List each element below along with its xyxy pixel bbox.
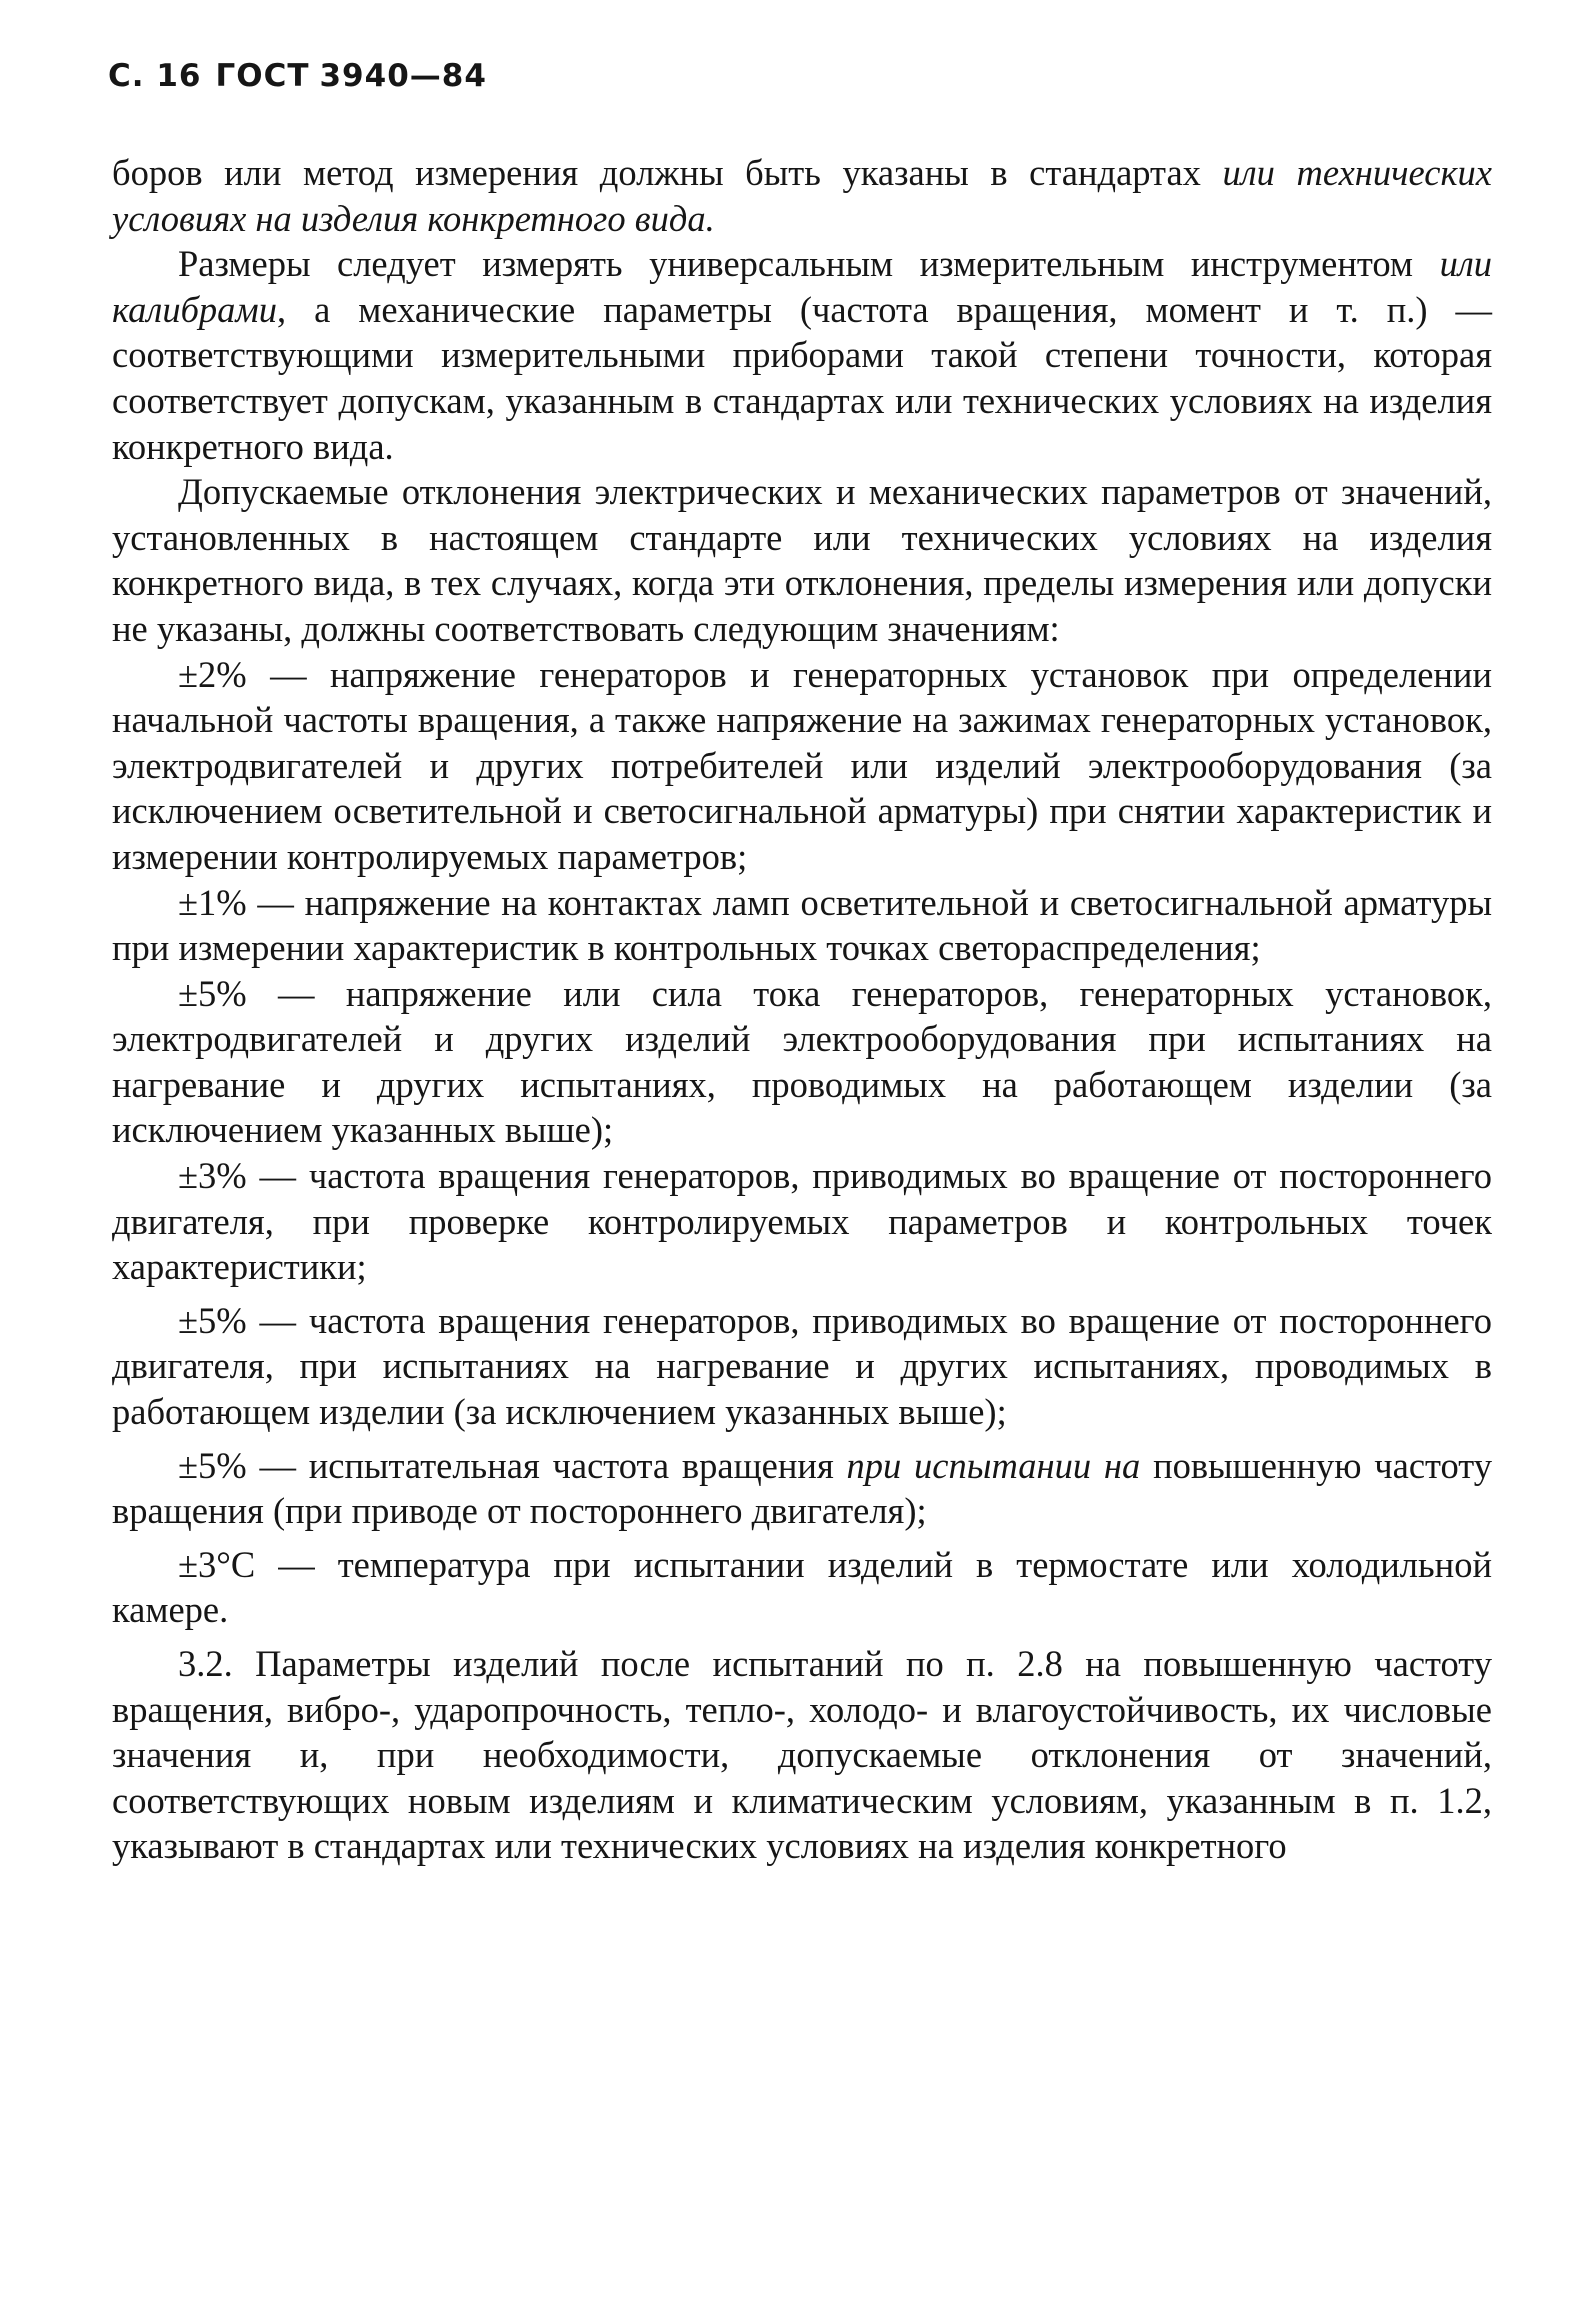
- standard-number: 3940—84: [319, 58, 487, 94]
- tolerance-text: — напряжение на контактах ламп осветительной и светосигнальной арматуры при измерении характеристик в контрольных точках светораспределения;: [112, 881, 1492, 969]
- tolerance-text-italic: при испытании на: [846, 1444, 1141, 1486]
- tolerance-item: [112, 1153, 1492, 1290]
- text-run: боров или метод измерения должны быть указаны в стандартах: [112, 152, 1223, 193]
- tolerance-text: — частота вращения генераторов, приводимых во вращение от постороннего двигателя, при проверке контролируемых параметров и контрольных точек характеристики;: [112, 1155, 1492, 1288]
- tolerance-text: — испытательная частота вращения: [246, 1444, 847, 1486]
- tolerance-value: ±5%: [178, 1299, 247, 1341]
- tolerance-text: — напряжение генераторов и генераторных установок при определении начальной частоты вращения, а также напряжение на зажимах генераторных установок, электродвигателей и других потребителей или изделий электрооборудования (за исключением осветительной и светосигнальной арматуры) при снятии характеристик и измерении контролируемых параметров;: [112, 653, 1492, 877]
- body-text: [112, 150, 1492, 1869]
- tolerance-text: — напряжение или сила тока генераторов, генераторных установок, электродвигателей и других изделий электрооборудования при испытаниях на нагревание и других испытаниях, проводимых на работающем изделии (за исключением указанных выше);: [112, 972, 1492, 1151]
- tolerance-value: ±1%: [178, 881, 247, 923]
- paragraph-measurement-tools: [112, 241, 1492, 469]
- tolerance-value: ±5%: [178, 1444, 247, 1486]
- page-header: [108, 58, 487, 94]
- tolerance-item: [112, 1542, 1492, 1633]
- text-run-italic: или калибрами: [112, 243, 1492, 330]
- tolerance-value: ±3%: [178, 1155, 247, 1197]
- tolerance-item: [112, 880, 1492, 971]
- paragraph-continuation: [112, 150, 1492, 241]
- text-run-italic: или технических условиях на изделия конкретного вида.: [112, 152, 1492, 239]
- text-run: , а механические параметры (частота вращения, момент и т. п.) — соответствующими измерительными приборами такой степени точности, которая соответствует допускам, указанным в стандартах или технических условиях на изделия конкретного вида.: [112, 288, 1492, 467]
- paragraph-section-3-2: 3.2. Параметры изделий после испытаний по п. 2.8 на повышенную частоту вращения, вибро-, ударопрочность, тепло-, холодо- и влагоустойчивость, их числовые значения и, при необходимости, допускаемые отклонения от значений, соответствующих новым изделиям и климатическим условиям, указанным в п. 1.2, указывают в стандартах или технических условиях на изделия конкретного: [112, 1643, 1492, 1867]
- tolerance-item: [112, 652, 1492, 880]
- tolerance-item: [112, 1443, 1492, 1534]
- tolerance-value: ±5%: [178, 972, 247, 1014]
- tolerance-value: ±2%: [178, 653, 247, 695]
- standard-name: ГОСТ: [215, 58, 310, 94]
- tolerance-text: повышенную частоту вращения (при приводе от постороннего двигателя);: [112, 1444, 1492, 1532]
- paragraph-tolerances-intro: Допускаемые отклонения электрических и механических параметров от значений, установленных в настоящем стандарте или технических условиях на изделия конкретного вида, в тех случаях, когда эти отклонения, пределы измерения или допуски не указаны, должны соответствовать следующим значениям:: [112, 471, 1492, 649]
- tolerance-item: [112, 1298, 1492, 1435]
- tolerance-item: [112, 971, 1492, 1153]
- tolerance-value: ±3°С: [178, 1543, 256, 1585]
- tolerance-text: — частота вращения генераторов, приводимых во вращение от постороннего двигателя, при испытаниях на нагревание и других испытаниях, проводимых в работающем изделии (за исключением указанных выше);: [112, 1299, 1492, 1433]
- page-number: С. 16: [108, 58, 202, 94]
- tolerance-text: — температура при испытании изделий в термостате или холодильной камере.: [112, 1543, 1492, 1631]
- text-run: Размеры следует измерять универсальным измерительным инструментом: [178, 243, 1440, 285]
